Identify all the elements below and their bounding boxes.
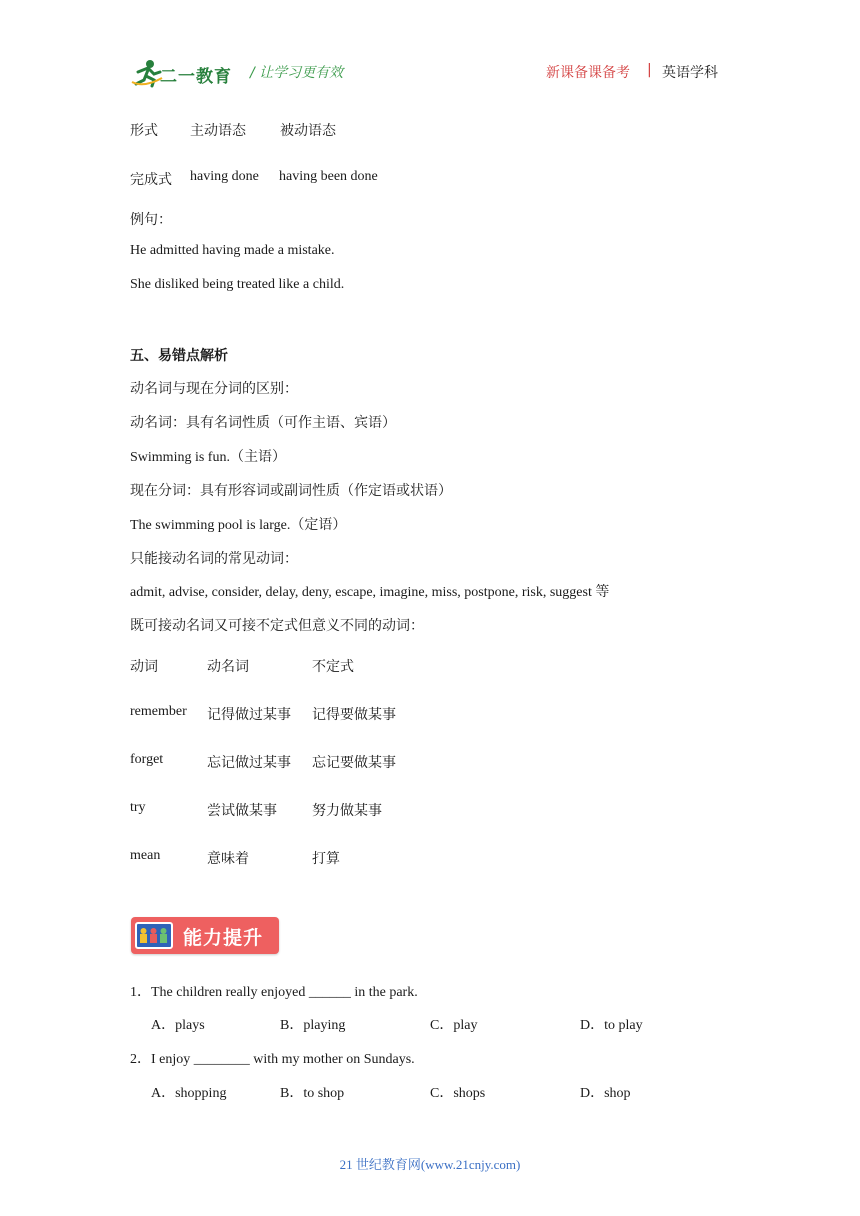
section-line-2: 动名词：具有名词性质（可作主语、宾语） — [130, 415, 396, 431]
question-option-a[interactable]: A．plays — [151, 1018, 205, 1033]
verbs-head-verb: 动词 — [130, 659, 158, 675]
ability-badge — [131, 917, 279, 954]
header-subject: 英语学科 — [662, 65, 718, 81]
header-separator: | — [647, 62, 652, 78]
verbs-row-verb: mean — [130, 848, 161, 863]
question-option-a[interactable]: A．shopping — [151, 1086, 227, 1101]
example-sentence-1: He admitted having made a mistake. — [130, 243, 335, 258]
people-icon — [135, 922, 173, 949]
section-line-6: 只能接动名词的常见动词： — [130, 551, 298, 567]
badge-text: 能力提升 — [183, 927, 264, 949]
question-stem: 1．The children really enjoyed ______ in the park. — [130, 985, 418, 1000]
verbs-row-gerund: 尝试做某事 — [207, 803, 277, 819]
verbs-row-infinitive: 努力做某事 — [312, 803, 382, 819]
section-line-1: 动名词与现在分词的区别： — [130, 381, 298, 397]
footer-link[interactable]: 21 世纪教育网(www.21cnjy.com) — [339, 1157, 521, 1172]
forms-row-label: 完成式 — [130, 172, 172, 188]
logo-text: 二一教育 — [160, 67, 232, 87]
question-option-c[interactable]: C．play — [430, 1018, 478, 1033]
question-stem: 2．I enjoy ________ with my mother on Sundays. — [130, 1052, 415, 1067]
forms-row-passive: having been done — [279, 169, 378, 184]
verbs-row-infinitive: 忘记要做某事 — [312, 755, 396, 771]
question-option-d[interactable]: D．to play — [580, 1018, 643, 1033]
verbs-row-infinitive: 记得要做某事 — [312, 707, 396, 723]
question-option-b[interactable]: B．to shop — [280, 1086, 345, 1101]
verbs-row-gerund: 忘记做过某事 — [207, 755, 291, 771]
question-option-c[interactable]: C．shops — [430, 1086, 486, 1101]
example-sentence-2: She disliked being treated like a child. — [130, 277, 345, 292]
section-line-7: admit, advise, consider, delay, deny, escape, imagine, miss, postpone, risk, suggest 等 — [130, 585, 610, 600]
verbs-row-gerund: 意味着 — [207, 851, 249, 867]
forms-head-1: 主动语态 — [190, 123, 246, 139]
verbs-row-verb: forget — [130, 752, 164, 767]
forms-head-0: 形式 — [130, 123, 158, 139]
slogan: / 让学习更有效 — [250, 65, 344, 81]
section-title: 五、易错点解析 — [130, 348, 228, 364]
logo — [130, 56, 250, 90]
verbs-head-gerund: 动名词 — [207, 659, 249, 675]
section-line-4: 现在分词：具有形容词或副词性质（作定语或状语） — [130, 483, 452, 499]
runner-logo-icon — [130, 58, 164, 88]
section-line-8: 既可接动名词又可接不定式但意义不同的动词： — [130, 618, 424, 634]
section-line-5: The swimming pool is large.（定语） — [130, 518, 347, 533]
section-line-3: Swimming is fun.（主语） — [130, 450, 286, 465]
header-course-label: 新课备课备考 — [546, 65, 630, 81]
verbs-row-gerund: 记得做过某事 — [207, 707, 291, 723]
verbs-row-verb: try — [130, 800, 146, 815]
question-option-b[interactable]: B．playing — [280, 1018, 346, 1033]
verbs-head-infinitive: 不定式 — [312, 659, 354, 675]
question-option-d[interactable]: D．shop — [580, 1086, 631, 1101]
verbs-row-infinitive: 打算 — [312, 851, 340, 867]
forms-head-2: 被动语态 — [280, 123, 336, 139]
verbs-row-verb: remember — [130, 704, 187, 719]
forms-row-active: having done — [190, 169, 259, 184]
examples-label: 例句： — [130, 212, 172, 228]
